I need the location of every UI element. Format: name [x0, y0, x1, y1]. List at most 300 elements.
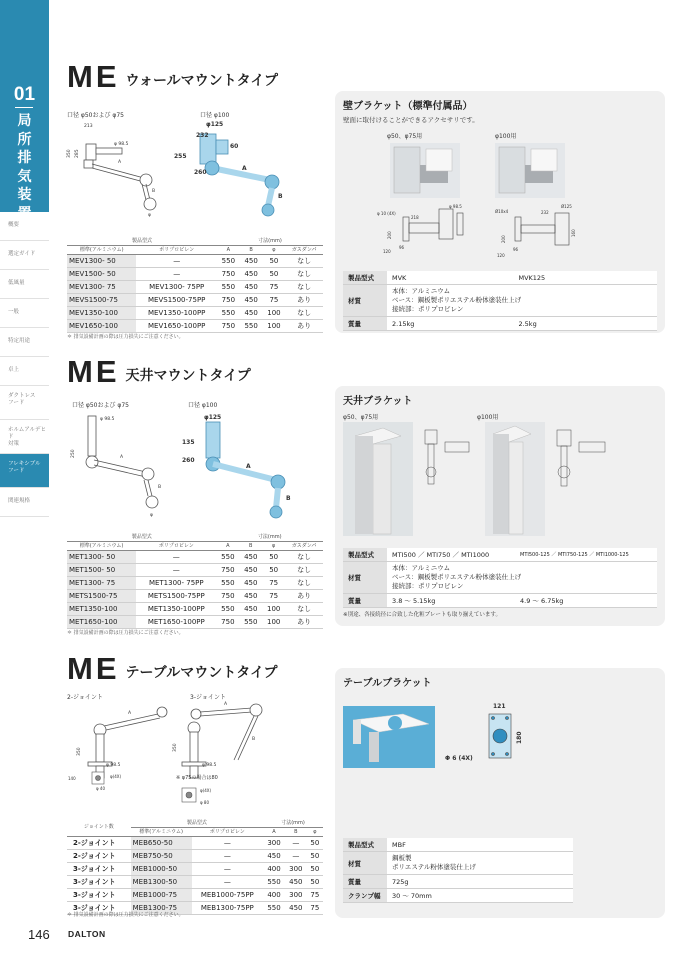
table-cell: 75: [263, 280, 286, 293]
table-cell: 550: [240, 319, 263, 332]
spec-label: 製品型式: [343, 548, 387, 562]
dim-label: B: [152, 189, 156, 194]
table-cell: 550: [216, 550, 239, 563]
dim-header: 寸法(mm): [217, 236, 323, 245]
me-logo: ME: [67, 354, 120, 389]
table-cell: MEB1000-75: [131, 888, 192, 901]
dim-label: φ 10 (4X): [377, 211, 396, 216]
spec-label: 質量: [343, 875, 387, 889]
ceiling-bracket-panel: [335, 386, 665, 626]
diagram-caption: 口径 φ50および φ75: [72, 402, 130, 409]
table-cell: 450: [285, 901, 307, 914]
column-header: φ: [263, 245, 286, 254]
table-cell: 400: [263, 888, 285, 901]
section-title-wall: [67, 59, 278, 94]
spec-label: 製品型式: [343, 838, 387, 852]
table-cell: —: [285, 849, 307, 862]
table-row: [67, 836, 323, 849]
table-row: [67, 293, 323, 306]
table-row: [67, 589, 323, 602]
table-cell: MEV1300- 75: [67, 280, 136, 293]
panel-caption: φ50、φ75用: [387, 133, 423, 140]
table-cell: —: [285, 836, 307, 849]
dim-label: B: [278, 193, 283, 200]
spec-value: 鋼板製 ポリエステル粉体塗装仕上げ: [387, 852, 573, 875]
table-cell: 450: [239, 576, 262, 589]
side-nav: [0, 212, 49, 517]
table-cell: 450: [239, 563, 262, 576]
section-title-text: 天井マウントタイプ: [125, 368, 251, 384]
spec-label: 材質: [343, 562, 387, 594]
table-cell: MET1300- 75PP: [136, 576, 216, 589]
column-header: 標準(アルミニウム): [131, 827, 192, 836]
column-header: 標準(アルミニウム): [67, 541, 136, 550]
sidebar-item[interactable]: 低風量: [0, 270, 49, 299]
column-header: B: [240, 245, 263, 254]
spec-value: 2.5kg: [513, 317, 657, 331]
table-row: [67, 254, 323, 267]
ceiling-bracket-spec-table: [343, 548, 657, 608]
dim-label: 140: [68, 776, 76, 781]
table-row: [67, 888, 323, 901]
table-cell: なし: [285, 306, 323, 319]
group-header: 製品型式: [67, 532, 216, 541]
table-cell: MEV1350-100: [67, 306, 136, 319]
sidebar-item[interactable]: 特定用途: [0, 328, 49, 357]
dim-label: B: [158, 485, 162, 490]
ceiling-bracket-drawing-right: [547, 426, 611, 496]
table-cell: なし: [285, 602, 323, 615]
dim-label: Φ 6 (4X): [445, 755, 473, 762]
column-header: B: [239, 541, 262, 550]
dim-label: φ 80: [200, 800, 209, 805]
table-cell: MEB650-50: [131, 836, 192, 849]
table-cell: 50: [307, 875, 323, 888]
dim-label: 285: [75, 149, 80, 158]
table-cell: 75: [262, 576, 285, 589]
table-bracket-panel: [335, 668, 665, 918]
table-cell: なし: [285, 563, 323, 576]
section-title-table: [67, 651, 278, 686]
me-logo: ME: [67, 651, 120, 686]
table-cell: 75: [307, 901, 323, 914]
column-header: 標準(アルミニウム): [67, 245, 136, 254]
table-arm-diagram-3joint: [170, 700, 290, 810]
dim-label: 60: [230, 143, 239, 150]
dim-label: φ 40: [96, 786, 105, 791]
dim-label: 250: [71, 449, 76, 458]
chapter-title-char: 局: [17, 113, 32, 129]
table-cell: 750: [216, 589, 239, 602]
table-cell: —: [192, 849, 264, 862]
table-cell: 300: [285, 888, 307, 901]
column-header: B: [285, 827, 307, 836]
table-cell: 450: [239, 589, 262, 602]
dim-label: 96: [513, 247, 519, 252]
ceiling-spec-table: [67, 532, 323, 629]
spec-value: 本体：アルミニウム ベース：鋼板製ポリエステル粉体塗装仕上げ 接続部：ポリプロピレン: [387, 285, 657, 317]
table-cell: —: [136, 254, 217, 267]
diagram-caption: 口径 φ100: [188, 402, 218, 409]
dim-label: φ 98.5: [100, 417, 115, 422]
column-header: φ: [262, 541, 285, 550]
table-cell: 750: [217, 267, 240, 280]
table-cell: MEV1650-100: [67, 319, 136, 332]
dim-label: 200: [501, 235, 506, 243]
ceiling-arm-diagram-large: [180, 410, 320, 525]
dim-label: A: [224, 702, 228, 707]
dim-label: 350: [67, 149, 72, 158]
table-cell: 50: [262, 550, 285, 563]
panel-caption: φ50、φ75用: [343, 414, 379, 421]
table-note: ＊ 排気設備計画の際は圧力損失にご注意ください。: [67, 912, 184, 918]
dim-label: φ 98.5: [449, 204, 462, 209]
table-row: [67, 602, 323, 615]
section-title-text: テーブルマウントタイプ: [125, 665, 278, 681]
wall-bracket-drawing-right: [495, 203, 605, 263]
dim-label: B: [286, 495, 291, 502]
dim-label: 213: [84, 124, 93, 129]
dim-label: 350: [173, 743, 178, 752]
section-title-ceiling: [67, 354, 251, 389]
table-cell: 750: [217, 319, 240, 332]
spec-value: MBF: [387, 838, 573, 852]
table-cell: 550: [217, 280, 240, 293]
table-cell: MEV1500- 50: [67, 267, 136, 280]
spec-label: 材質: [343, 285, 387, 317]
dim-label: 232: [541, 210, 549, 215]
dim-label: Ø125: [561, 204, 572, 209]
table-cell: MEV1650-100PP: [136, 319, 217, 332]
dim-label: A: [128, 711, 132, 716]
wall-bracket-drawing-left: [377, 203, 487, 263]
column-header: A: [216, 541, 239, 550]
diagram-caption: 3-ジョイント: [190, 694, 226, 701]
spec-value: MTI500-125 ／ MTI750-125 ／ MTI1000-125: [515, 548, 657, 562]
table-cell: 450: [240, 254, 263, 267]
table-cell: 550: [217, 254, 240, 267]
table-cell: 300: [285, 862, 307, 875]
dim-label: φ: [148, 213, 151, 218]
wall-spec-table: [67, 236, 323, 333]
table-note: ＊ 排気設備計画の際は圧力損失にご注意ください。: [67, 334, 184, 340]
panel-title: 壁ブラケット（標準付属品）: [343, 101, 473, 112]
sidebar-item[interactable]: ダクトレス フード: [0, 386, 49, 420]
table-cell: MET1300- 50: [67, 550, 136, 563]
table-cell: MEV1300- 50: [67, 254, 136, 267]
table-cell: 3-ジョイント: [67, 901, 131, 914]
dim-label: A: [246, 463, 251, 470]
table-cell: MET1500- 50: [67, 563, 136, 576]
table-cell: MEB1300-75: [131, 901, 192, 914]
column-header: ポリプロピレン: [136, 541, 216, 550]
table-cell: 450: [240, 293, 263, 306]
table-cell: 2-ジョイント: [67, 849, 131, 862]
me-logo: ME: [67, 59, 120, 94]
dim-label: φ: [150, 513, 153, 518]
chapter-title-char: 気: [17, 168, 32, 185]
dim-label: A: [242, 165, 247, 172]
dim-label: φ(4X): [110, 774, 122, 779]
group-header: 製品型式: [131, 818, 263, 827]
table-cell: MEB750-50: [131, 849, 192, 862]
table-cell: 550: [216, 602, 239, 615]
table-cell: 50: [263, 267, 286, 280]
column-header: ポリプロピレン: [192, 827, 264, 836]
page-number: 146: [28, 927, 50, 942]
dim-label: 120: [383, 249, 391, 254]
table-cell: MET1350-100: [67, 602, 136, 615]
diagram-caption: 口径 φ100: [200, 112, 230, 119]
diagram-caption: ※ φ75の場合は80: [176, 775, 218, 781]
table-cell: 450: [239, 550, 262, 563]
diagram-caption: 2-ジョイント: [67, 694, 103, 701]
table-row: [67, 550, 323, 563]
table-row: [67, 875, 323, 888]
table-cell: 50: [263, 254, 286, 267]
sidebar-item[interactable]: フレキシブル フード: [0, 454, 49, 488]
table-cell: —: [192, 836, 264, 849]
table-cell: なし: [285, 254, 323, 267]
spec-value: 本体：アルミニウム ベース：鋼板製ポリエステル粉体塗装仕上げ 接続部：ポリプロピレン: [387, 562, 657, 594]
table-cell: なし: [285, 267, 323, 280]
table-cell: 550: [239, 615, 262, 628]
spec-label: 質量: [343, 594, 387, 608]
sidebar-item[interactable]: ホルムアルデヒド 対策: [0, 420, 49, 454]
table-cell: METS1500-75PP: [136, 589, 216, 602]
spec-value: 3.8 ～ 5.15kg: [387, 594, 515, 608]
table-cell: 2-ジョイント: [67, 836, 131, 849]
table-cell: 450: [285, 875, 307, 888]
spec-value: 30 ～ 70mm: [387, 889, 573, 903]
table-cell: 750: [216, 615, 239, 628]
dim-label: 160: [571, 229, 576, 237]
table-cell: 750: [217, 293, 240, 306]
panel-subtitle: 壁面に取付けることができるアクセサリです。: [343, 116, 479, 124]
chapter-title-char: 排: [17, 150, 32, 166]
table-row: [67, 862, 323, 875]
spec-label: クランプ幅: [343, 889, 387, 903]
table-cell: なし: [285, 576, 323, 589]
table-bracket-spec-table: [343, 838, 573, 903]
table-cell: MEV1300- 75PP: [136, 280, 217, 293]
table-cell: 450: [240, 267, 263, 280]
spec-value: MTI500 ／ MTI750 ／ MTI1000: [387, 548, 515, 562]
table-cell: MEB1000-75PP: [192, 888, 264, 901]
table-cell: MEB1300-50: [131, 875, 192, 888]
wall-bracket-photo-right: [495, 143, 565, 198]
table-cell: —: [192, 875, 264, 888]
chapter-title: [0, 112, 49, 223]
table-cell: 75: [263, 293, 286, 306]
table-cell: なし: [285, 550, 323, 563]
dim-label: 260: [182, 457, 195, 464]
table-cell: MET1350-100PP: [136, 602, 216, 615]
ceiling-bracket-drawing-left: [415, 426, 473, 496]
dim-label: φ 98.5: [106, 763, 121, 768]
table-row: [67, 563, 323, 576]
table-row: [67, 576, 323, 589]
table-row: [67, 615, 323, 628]
table-cell: 75: [262, 589, 285, 602]
table-row: [67, 280, 323, 293]
dim-header: 寸法(mm): [216, 532, 323, 541]
dim-label: φ125: [204, 414, 222, 421]
dim-label: 135: [182, 439, 195, 446]
dim-label: A: [120, 455, 124, 460]
table-cell: 300: [263, 836, 285, 849]
table-bracket-drawing: [445, 698, 525, 788]
column-header: ポリプロピレン: [136, 245, 217, 254]
table-row: [67, 267, 323, 280]
dim-label: 255: [174, 153, 187, 160]
table-cell: あり: [285, 589, 323, 602]
chapter-title-char: 所: [17, 131, 32, 148]
panel-note: ※別途、各接続径に合致した化粧プレートも取り揃えています。: [343, 612, 501, 618]
dim-label: 232: [196, 132, 209, 139]
chapter-divider: [15, 107, 33, 108]
dim-label: Ø10x4: [495, 209, 509, 214]
table-cell: あり: [285, 319, 323, 332]
dim-label: φ 98.5: [114, 142, 129, 147]
table-cell: —: [136, 563, 216, 576]
table-cell: METS1500-75: [67, 589, 136, 602]
column-header: φ: [307, 827, 323, 836]
table-cell: 400: [263, 862, 285, 875]
dim-label: 180: [516, 731, 523, 744]
chapter-title-char: 置: [17, 205, 32, 222]
table-cell: 450: [263, 849, 285, 862]
table-cell: 50: [307, 836, 323, 849]
dim-label: φ(4X): [200, 788, 212, 793]
table-cell: MEVS1500-75: [67, 293, 136, 306]
table-arm-diagram-2joint: [66, 700, 176, 795]
panel-caption: φ100用: [495, 133, 517, 140]
sidebar-item[interactable]: 関連規格: [0, 488, 49, 517]
table-cell: MEVS1500-75PP: [136, 293, 217, 306]
dalton-logo: DALTON: [68, 929, 106, 939]
section-title-text: ウォールマウントタイプ: [125, 73, 278, 89]
ceiling-arm-diagram-small: [66, 410, 186, 520]
sidebar-item[interactable]: 卓上: [0, 357, 49, 386]
wall-arm-diagram-large: [172, 118, 312, 223]
diagram-caption: 口径 φ50および φ75: [67, 112, 125, 119]
table-bracket-photo: [343, 706, 435, 768]
dim-label: φ125: [206, 121, 224, 128]
spec-label: 製品型式: [343, 271, 387, 285]
table-row: [67, 849, 323, 862]
spec-value: MVK: [387, 271, 513, 285]
table-cell: 450: [240, 306, 263, 319]
table-cell: 75: [307, 888, 323, 901]
dim-label: A: [118, 160, 122, 165]
table-cell: 50: [307, 849, 323, 862]
dim-label: 350: [77, 747, 82, 756]
table-cell: 550: [216, 576, 239, 589]
table-cell: 100: [262, 615, 285, 628]
group-header: 製品型式: [67, 236, 217, 245]
table-cell: MEB1300-75PP: [192, 901, 264, 914]
column-header: ガスダンパ: [285, 541, 323, 550]
table-cell: 450: [240, 280, 263, 293]
dim-label: B: [252, 737, 256, 742]
table-cell: 50: [307, 862, 323, 875]
dim-label: φ 98.5: [202, 763, 217, 768]
table-cell: MET1650-100: [67, 615, 136, 628]
table-cell: —: [136, 550, 216, 563]
table-row: [67, 319, 323, 332]
table-cell: MET1300- 75: [67, 576, 136, 589]
dim-label: 96: [399, 245, 405, 250]
spec-label: 質量: [343, 317, 387, 331]
dim-header: 寸法(mm): [263, 818, 323, 827]
table-row: [67, 306, 323, 319]
sidebar-item[interactable]: 概要: [0, 212, 49, 241]
table-cell: —: [192, 862, 264, 875]
dim-label: 120: [497, 253, 505, 258]
table-cell: 100: [263, 319, 286, 332]
dim-label: 218: [411, 215, 419, 220]
column-header: A: [263, 827, 285, 836]
spec-value: 725g: [387, 875, 573, 889]
column-header: ガスダンパ: [285, 245, 323, 254]
sidebar-item[interactable]: 選定ガイド: [0, 241, 49, 270]
panel-caption: φ100用: [477, 414, 499, 421]
spec-value: MVK125: [513, 271, 657, 285]
panel-title: 天井ブラケット: [343, 396, 413, 407]
column-header: A: [217, 245, 240, 254]
spec-label: 材質: [343, 852, 387, 875]
dim-label: 200: [387, 231, 392, 239]
dim-label: 260: [194, 169, 207, 176]
table-note: ＊ 排気設備計画の際は圧力損失にご注意ください。: [67, 630, 184, 636]
table-cell: 550: [263, 875, 285, 888]
table-cell: 450: [239, 602, 262, 615]
ceiling-bracket-photo-left: [343, 422, 413, 536]
table-cell: MEB1000-50: [131, 862, 192, 875]
table-cell: 100: [263, 306, 286, 319]
spec-value: 4.9 ～ 6.75kg: [515, 594, 657, 608]
table-cell: 550: [217, 306, 240, 319]
table-mount-spec-table: [67, 818, 323, 915]
table-cell: MET1650-100PP: [136, 615, 216, 628]
chapter-title-char: 装: [17, 187, 32, 203]
wall-bracket-spec-table: [343, 271, 657, 331]
table-cell: 550: [263, 901, 285, 914]
dim-label: 121: [493, 703, 506, 710]
table-cell: —: [136, 267, 217, 280]
table-cell: 100: [262, 602, 285, 615]
table-cell: あり: [285, 293, 323, 306]
table-cell: なし: [285, 280, 323, 293]
table-cell: 3-ジョイント: [67, 862, 131, 875]
table-cell: 750: [216, 563, 239, 576]
wall-bracket-panel: [335, 91, 665, 333]
wall-bracket-photo-left: [390, 143, 460, 198]
sidebar-item[interactable]: 一般: [0, 299, 49, 328]
panel-title: テーブルブラケット: [343, 678, 432, 689]
ceiling-bracket-photo-right: [485, 422, 545, 536]
chapter-tab: [0, 0, 49, 222]
table-cell: あり: [285, 615, 323, 628]
table-cell: 50: [262, 563, 285, 576]
col-header: ジョイント数: [67, 818, 131, 836]
table-cell: MEV1350-100PP: [136, 306, 217, 319]
spec-value: 2.15kg: [387, 317, 513, 331]
chapter-number: 01: [13, 84, 36, 105]
table-cell: 3-ジョイント: [67, 888, 131, 901]
table-cell: 3-ジョイント: [67, 875, 131, 888]
